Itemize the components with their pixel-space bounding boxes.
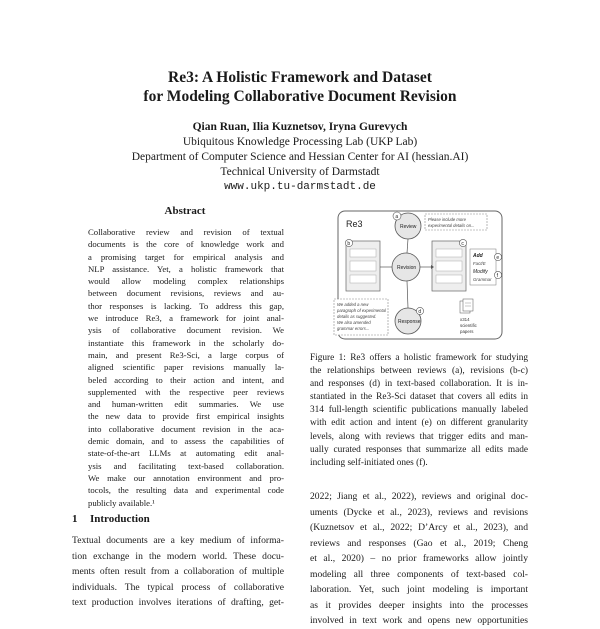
marker-a-label: a (395, 214, 399, 220)
affiliation-department: Department of Computer Science and Hessian Center for AI (hessian.AI) (131, 151, 469, 163)
introduction-line: ments often result from a collaboration of multiple (72, 566, 284, 577)
author-block (0, 120, 600, 195)
response-note-line-3: details as suggested. (337, 314, 377, 319)
edit-intent-fact: Fact/E (473, 261, 486, 266)
right-column-line: (Kuznetsov et al., 2022; D’Arcy et al., 2023), and (310, 522, 528, 533)
right-column-line: laboration. Yet, such joint modeling is important (310, 584, 528, 595)
marker-d-label: d (418, 309, 422, 315)
abstract-line: thor responses is lacking. To address this gap, (88, 300, 284, 311)
right-column-line: involved in text work and opens new opportunities (310, 615, 528, 626)
review-note-line-1: Please include more (428, 217, 466, 222)
response-note-line-5: grammar errors... (337, 326, 370, 331)
document-b-block-2 (350, 261, 376, 271)
abstract-text (88, 226, 284, 509)
document-c-block-2 (436, 261, 462, 271)
response-note-line-4: We also amended (337, 320, 371, 325)
abstract-line: state-of-the-art LLMs at automating edit anal- (88, 448, 284, 459)
caption-line: Figure 1: Re3 offers a holistic framework for studying (310, 353, 528, 363)
abstract-line: would allow modeling complex relationships (88, 276, 284, 287)
section-number: 1 (72, 513, 78, 525)
introduction-line: individuals. The typical process of collaborative (72, 581, 284, 593)
abstract-line: tocols, the resulting data and experimental code (88, 485, 284, 496)
abstract-line: publicly available.¹ (88, 497, 155, 508)
abstract-line: demic domain, and to assess the capabilities of (88, 436, 284, 447)
papers-count: x314 (460, 317, 470, 322)
abstract-line: beled according to their action and intent, and (88, 374, 284, 385)
paper-title-line-2: for Modeling Collaborative Document Revision (143, 88, 457, 105)
affiliation-university: Technical University of Darmstadt (220, 166, 380, 178)
caption-line: ually curated responses that summarize all edits made (310, 444, 528, 455)
caption-line: and responses (d) in text-based collaboration. It is in- (310, 379, 528, 390)
figure-1-diagram (320, 205, 520, 345)
abstract-heading: Abstract (164, 205, 206, 217)
introduction-line: Textual documents are a key medium of informa- (72, 535, 284, 546)
caption-line: levels, along with reviews that trigger edits and man- (310, 431, 528, 442)
caption-line: 314 full-length scientific publications manually labeled (310, 405, 528, 416)
marker-c-label: c (461, 241, 464, 247)
right-column-line: modeling all three components of text-based col- (310, 568, 528, 580)
document-b-block-3 (350, 275, 376, 283)
abstract-line: ysis and facilitating text-based collaboration. (88, 460, 284, 471)
edit-action-add: Add (473, 253, 483, 259)
document-b-block-1 (350, 249, 376, 257)
caption-line: with edit action and intent (e) on different granularity (310, 418, 528, 429)
introduction-line: text production involves iterations of drafting, get- (72, 597, 284, 608)
document-c-block-1 (436, 249, 462, 257)
abstract-line: aligned scientific paper revisions manually la- (88, 362, 284, 373)
papers-stack-icon (460, 299, 473, 313)
affiliation-lab: Ubiquitous Knowledge Processing Lab (UKP Lab) (182, 136, 418, 148)
document-c-block-3 (436, 275, 462, 283)
review-node-label: Review (400, 224, 417, 230)
abstract-line: the new data to provide first empirical insights (88, 411, 284, 422)
section-heading-introduction (72, 513, 150, 525)
abstract-line: ysis of collaborative document revision. We (88, 325, 284, 336)
author-names: Qian Ruan, Ilia Kuznetsov, Iryna Gurevych (192, 121, 408, 133)
abstract-line: main, and present Re3-Sci, a large corpus of (88, 349, 284, 360)
right-column-line: reviews and responses (Gao et al., 2019; Cheng (310, 537, 528, 549)
right-column-line: as it provides deeper insights into the processes (310, 599, 528, 611)
abstract-line: a promising target for empirical analysis and (88, 251, 284, 262)
abstract-line: documents is the core of knowledge work and (88, 239, 284, 250)
marker-f (494, 271, 501, 278)
re3-frame-label: Re3 (346, 219, 363, 229)
response-node-label: Response (398, 319, 421, 325)
caption-line: the relationships between reviews (a), revisions (b-c) (310, 366, 528, 377)
papers-label-1: scientific (460, 323, 477, 328)
section-title: Introduction (90, 513, 150, 525)
paper-title (0, 68, 600, 106)
introduction-text (72, 533, 284, 611)
abstract-line: instantiate this framework in the scholarly do- (88, 337, 284, 348)
response-note-line-2: paragraph of experimental (337, 308, 386, 313)
marker-b-label: b (347, 241, 351, 247)
review-note-line-2: experimental details on... (428, 223, 475, 228)
revision-node-label: Revision (397, 265, 417, 271)
lab-url[interactable]: www.ukp.tu-darmstadt.de (224, 181, 376, 193)
marker-f-label: f (496, 273, 498, 279)
abstract-line: between document revisions, reviews and au- (88, 288, 284, 299)
marker-e-label: e (496, 255, 500, 261)
introduction-line: tion exchange in the modern world. These docu- (72, 550, 284, 562)
abstract-line: into collaborative document revision in the aca- (88, 423, 284, 434)
caption-line: stantiated in the Re3-Sci dataset that covers all edits in (310, 392, 528, 403)
edit-action-modify: Modify (473, 269, 488, 275)
abstract-line: NLP assistance. Yet, a holistic framework that (88, 263, 284, 274)
right-column-line: et al., 2020) – no prior frameworks allow jointly (310, 553, 528, 564)
caption-line: including self-initiated ones (f). (310, 457, 428, 468)
papers-label-2: papers (460, 329, 474, 334)
response-note-line-1: We added a new (337, 302, 369, 307)
abstract-line: Collaborative review and revision of textual (88, 227, 284, 237)
right-column-text (310, 489, 528, 629)
abstract-line: We make our annotation environment and pro- (88, 472, 284, 483)
abstract-line: we introduce Re3, a framework for joint anal- (88, 313, 284, 324)
right-column-line: uments (Dycke et al., 2023), reviews and revisions (310, 506, 528, 518)
right-column-line: 2022; Jiang et al., 2022), reviews and original doc- (310, 491, 528, 502)
figure-1-caption (310, 352, 528, 470)
edit-intent-grammar: Grammar (473, 277, 492, 282)
abstract-line: supplemented with the respective peer reviews (88, 386, 284, 397)
paper-title-line-1: Re3: A Holistic Framework and Dataset (168, 69, 432, 86)
abstract-line: and human-written edit summaries. We use (88, 399, 284, 410)
